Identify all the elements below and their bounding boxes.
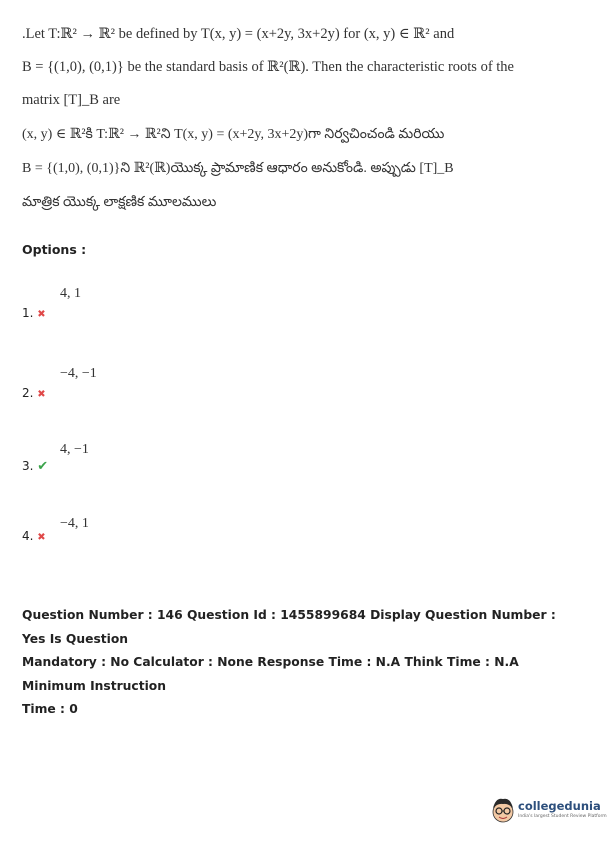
options-title: Options : (22, 242, 87, 257)
option-1-label (22, 306, 46, 320)
option-1[interactable] (22, 284, 222, 324)
option-2-text: −4, −1 (60, 366, 97, 381)
question-english-line-2: B = {(1,0), (0,1)} be the standard basis of ℝ²(ℝ). Then the characteristic roots of the (22, 59, 514, 75)
option-3-text: 4, −1 (60, 442, 89, 457)
check-icon: ✔ (37, 459, 49, 474)
question-telugu-line-1: (x, y) ∈ ℝ²కి T:ℝ² → ℝ²ని T(x, y) = (x+2y, 3x+2y)గా నిర్వచించండి మరియు (22, 127, 445, 142)
metadata-line-2: Mandatory : No Calculator : None Response Time : N.A Think Time : N.A Minimum Instruction (22, 655, 519, 693)
logo-tagline: India's largest Student Review Platform (518, 814, 607, 819)
cross-icon: ✖ (37, 532, 46, 543)
option-1-number: 1. (22, 306, 34, 320)
mascot-icon (490, 795, 516, 825)
question-english-line-1: .Let T:ℝ² → ℝ² be defined by T(x, y) = (x+2y, 3x+2y) for (x, y) ∈ ℝ² and (22, 26, 455, 42)
metadata-line-3: Time : 0 (22, 702, 78, 716)
option-4-number: 4. (22, 529, 34, 543)
option-3-number: 3. (22, 459, 34, 473)
question-telugu (22, 118, 582, 220)
logo-name: collegedunia (518, 799, 601, 813)
option-2-number: 2. (22, 386, 34, 400)
option-4-label (22, 529, 46, 543)
cross-icon: ✖ (37, 389, 46, 400)
question-english-line-3: matrix [T]_B are (22, 92, 121, 108)
option-1-text: 4, 1 (60, 286, 81, 301)
option-3-label (22, 459, 48, 474)
question-telugu-line-3: మాత్రిక యొక్క లాక్షణిక మూలములు (22, 195, 217, 210)
question-metadata (22, 604, 582, 722)
option-4-text: −4, 1 (60, 516, 89, 531)
cross-icon: ✖ (37, 309, 46, 320)
question-english (22, 18, 582, 117)
option-2-label (22, 386, 46, 400)
collegedunia-logo (490, 795, 607, 829)
option-4[interactable] (22, 514, 222, 554)
metadata-line-1: Question Number : 146 Question Id : 1455899684 Display Question Number : Yes Is Question (22, 608, 556, 646)
question-telugu-line-2: B = {(1,0), (0,1)}ని ℝ²(ℝ)యొక్క ప్రామాణిక ఆధారం అనుకోండి. అప్పుడు [T]_B (22, 161, 454, 176)
option-3[interactable] (22, 440, 222, 480)
option-2[interactable] (22, 364, 222, 404)
